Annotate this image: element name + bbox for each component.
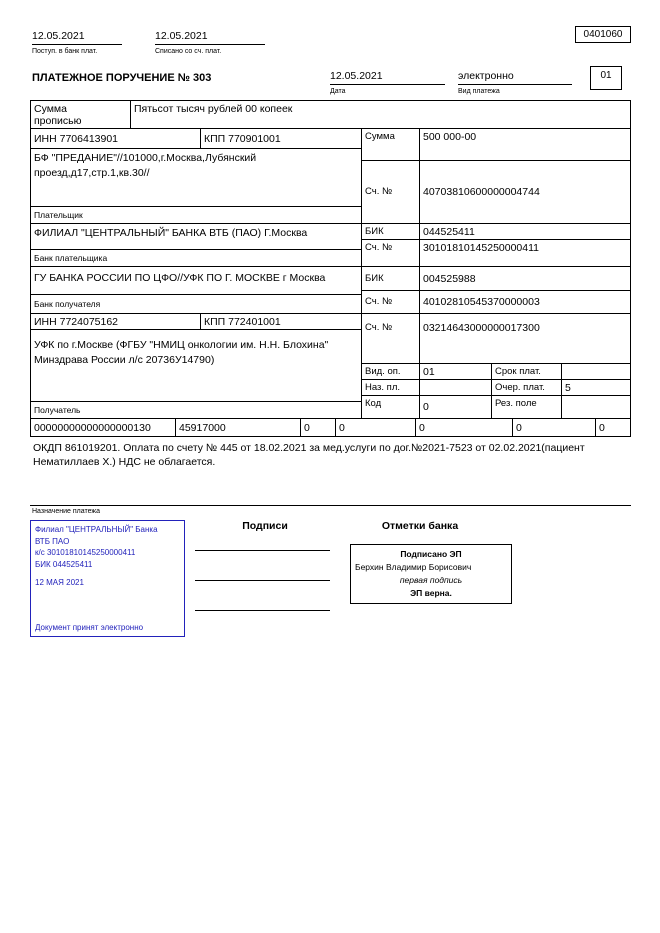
payee-bank-bik-row xyxy=(362,267,630,291)
esign-name: Берхин Владимир Борисович xyxy=(355,562,472,572)
payer-bank-bik-label: БИК xyxy=(362,224,420,239)
priority-label: Очер. плат. xyxy=(492,380,562,395)
code-value: 0 xyxy=(420,396,492,418)
payee-bank-account: 40102810545370000003 xyxy=(423,296,540,308)
payer-section-label: Плательщик xyxy=(34,210,83,220)
date-received-field xyxy=(32,30,122,56)
payee-bank-account-label: Сч. № xyxy=(362,291,420,313)
payer-bank-account: 30101810145250000411 xyxy=(423,242,540,254)
bank-stamp xyxy=(30,520,185,637)
esign-title: Подписано ЭП xyxy=(400,549,462,559)
electronic-signature-box xyxy=(350,544,512,604)
signature-line-1 xyxy=(195,550,330,551)
budget-row xyxy=(31,418,630,436)
payer-inn: ИНН 7706413901 xyxy=(31,129,201,148)
op-type-value: 01 xyxy=(420,364,492,379)
payee-account-row xyxy=(362,314,630,364)
status-code-box: 01 xyxy=(590,66,622,90)
payment-kind-label: Вид платежа xyxy=(458,88,500,95)
payer-right-column xyxy=(362,129,630,223)
bank-stamp-line4: БИК 044525411 xyxy=(35,559,93,569)
date-received-value: 12.05.2021 xyxy=(32,30,122,45)
bank-stamp-line3: к/с 30101810145250000411 xyxy=(35,548,136,557)
amount-row xyxy=(362,129,630,161)
priority-value: 5 xyxy=(565,381,571,394)
footer xyxy=(30,520,631,680)
amount-words-label-line1: Сумма xyxy=(34,103,67,115)
op-type-row xyxy=(362,364,630,380)
due-date-label: Срок плат. xyxy=(492,364,562,379)
signatures-label: Подписи xyxy=(242,520,288,532)
payment-order-document xyxy=(30,26,631,916)
purpose-section-label: Назначение платежа xyxy=(32,508,100,515)
document-date-field xyxy=(330,70,445,96)
bank-stamp-line1: Филиал "ЦЕНТРАЛЬНЫЙ" Банка xyxy=(35,525,158,534)
date-received-label: Поступ. в банк плат. xyxy=(32,48,98,55)
budget-field-7: 0 xyxy=(599,421,605,434)
code-label: Код xyxy=(362,396,420,418)
payment-kind-field xyxy=(458,70,572,96)
code-row xyxy=(362,396,630,418)
payee-left-column xyxy=(31,314,362,418)
budget-field-kbk: 00000000000000000130 xyxy=(31,419,176,436)
bank-stamp-line2: ВТБ ПАО xyxy=(35,536,70,546)
document-date-value: 12.05.2021 xyxy=(330,70,445,85)
document-date-label: Дата xyxy=(330,88,346,95)
amount-label: Сумма xyxy=(362,129,420,160)
payee-bank-right-column xyxy=(362,267,630,313)
budget-field-4: 0 xyxy=(336,419,416,436)
purpose-code-value xyxy=(420,380,492,395)
amount-words-band xyxy=(31,101,630,129)
payee-bank-band xyxy=(31,267,630,314)
signature-line-2 xyxy=(195,580,330,581)
reserve-field-value xyxy=(562,396,630,418)
payee-kpp: КПП 772401001 xyxy=(204,315,281,328)
date-debited-field xyxy=(155,30,265,56)
payer-account-label: Сч. № xyxy=(362,161,420,223)
bank-marks-label: Отметки банка xyxy=(381,520,459,532)
payer-bank-bik-row xyxy=(362,224,630,240)
payee-bank-section-label: Банк получателя xyxy=(34,299,101,309)
amount-words-label xyxy=(31,101,131,128)
document-title: ПЛАТЕЖНОЕ ПОРУЧЕНИЕ № 303 xyxy=(32,72,212,84)
due-date-value xyxy=(562,364,630,379)
payer-left-column xyxy=(31,129,362,223)
payee-account: 03214643000000017300 xyxy=(423,322,540,334)
form-code-box: 0401060 xyxy=(575,26,631,43)
payee-name: УФК по г.Москве (ФГБУ "НМИЦ онкологии им. Н.Н. Блохина" Минздрава России л/с 20736У14790) xyxy=(31,330,361,402)
payment-table xyxy=(30,100,631,437)
budget-field-oktmo: 45917000 xyxy=(176,419,301,436)
payer-bank-account-row xyxy=(362,240,630,266)
payee-right-column xyxy=(362,314,630,418)
payer-account-row xyxy=(362,161,630,223)
date-debited-value: 12.05.2021 xyxy=(155,30,265,45)
payee-inn: ИНН 7724075162 xyxy=(31,314,201,329)
payer-bank-band xyxy=(31,224,630,267)
bank-stamp-date: 12 МАЯ 2021 xyxy=(35,578,84,587)
esign-valid: ЭП верна. xyxy=(410,588,452,598)
budget-field-6: 0 xyxy=(513,419,596,436)
payer-band xyxy=(31,129,630,224)
payee-bank-account-row xyxy=(362,291,630,313)
bank-stamp-accepted: Документ принят электронно xyxy=(35,622,144,632)
payer-bank-left-column xyxy=(31,224,362,266)
payer-kpp: КПП 770901001 xyxy=(204,132,281,145)
budget-field-5: 0 xyxy=(416,419,513,436)
reserve-field-label: Рез. поле xyxy=(492,396,562,418)
payee-bank-name: ГУ БАНКА РОССИИ ПО ЦФО//УФК ПО Г. МОСКВЕ г Москва xyxy=(31,267,361,295)
payee-account-label: Сч. № xyxy=(362,314,420,363)
date-debited-label: Списано со сч. плат. xyxy=(155,48,222,55)
payee-section-label: Получатель xyxy=(34,405,81,415)
payment-kind-value: электронно xyxy=(458,70,572,85)
esign-role: первая подпись xyxy=(399,575,463,585)
op-type-label: Вид. оп. xyxy=(362,364,420,379)
payer-inn-kpp-row xyxy=(31,129,361,149)
amount-value: 500 000-00 xyxy=(423,131,477,143)
payee-bank-bik-label: БИК xyxy=(362,267,420,290)
payee-bank-bik: 004525988 xyxy=(423,272,476,285)
budget-field-3: 0 xyxy=(301,419,336,436)
payer-bank-right-column xyxy=(362,224,630,266)
amount-words-value: Пятьсот тысяч рублей 00 копеек xyxy=(134,103,293,115)
purpose-text: ОКДП 861019201. Оплата по счету № 445 от 18.02.2021 за мед.услуги по дог.№2021-7523 от 02.02.2021(пациент Нематиллаев Х.) НДС не облагается. xyxy=(30,438,631,506)
amount-words-label-line2: прописью xyxy=(34,115,82,127)
signature-line-3 xyxy=(195,610,330,611)
payer-account: 40703810600000004744 xyxy=(423,186,540,198)
payer-bank-bik: 044525411 xyxy=(423,225,475,238)
payee-bank-left-column xyxy=(31,267,362,313)
payee-inn-kpp-row xyxy=(31,314,361,330)
payer-name: БФ "ПРЕДАНИЕ"//101000,г.Москва,Лубянский проезд,д17,стр.1,кв.30// xyxy=(31,149,361,207)
purpose-code-row xyxy=(362,380,630,396)
payer-bank-name: ФИЛИАЛ "ЦЕНТРАЛЬНЫЙ" БАНКА ВТБ (ПАО) Г.Москва xyxy=(31,224,361,250)
payer-bank-section-label: Банк плательщика xyxy=(34,253,108,263)
payer-bank-account-label: Сч. № xyxy=(362,240,420,266)
purpose-code-label: Наз. пл. xyxy=(362,380,420,395)
payee-band xyxy=(31,314,630,418)
